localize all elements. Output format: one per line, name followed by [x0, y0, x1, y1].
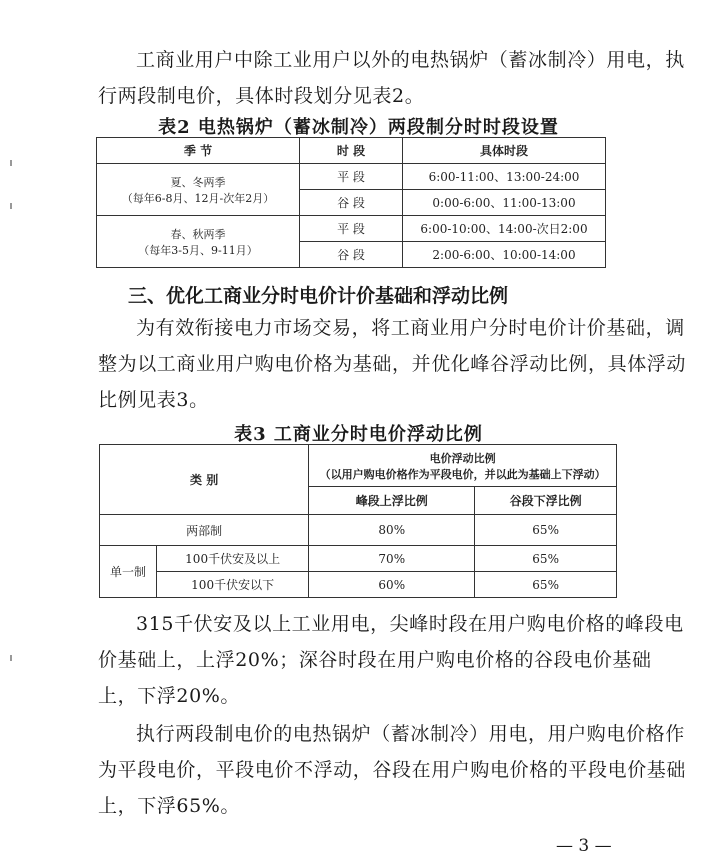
table2-period: 平 段 [300, 164, 403, 190]
table3-valley-value: 65% [475, 546, 617, 572]
page-number: — 3 — [556, 836, 612, 856]
table2-time-range: 6:00-11:00、13:00-24:00 [403, 164, 606, 190]
table2-period: 谷 段 [300, 190, 403, 216]
scan-mark [10, 655, 12, 661]
table3-peak-value: 80% [309, 515, 475, 546]
paragraph-2: 为有效衔接电力市场交易，将工商业用户分时电价计价基础，调整为以工商业用户购电价格为基础，并优化峰谷浮动比例，具体浮动比例见表3。 [98, 317, 687, 411]
table2-period: 谷 段 [300, 242, 403, 268]
table2-season-cell [97, 164, 300, 216]
table3-peak-value: 60% [309, 572, 475, 598]
table2-season-cell [97, 216, 300, 268]
paragraph-3: 315千伏安及以上工业用电，尖峰时段在用户购电价格的峰段电价基础上，上浮20%；深谷时段在用户购电价格的谷段电价基础上，下浮20%。 [98, 613, 684, 707]
table3-header-main-title: 电价浮动比例 [429, 451, 496, 465]
table2-season-months: （每年3-5月、9-11月） [138, 243, 258, 257]
table3-header-valley: 谷段下浮比例 [475, 487, 617, 515]
table2-header-period: 时 段 [300, 138, 403, 164]
table3-row-label: 100千伏安以下 [157, 572, 309, 598]
table2-season-months: （每年6-8月、12月-次年2月） [121, 191, 275, 205]
table3-caption: 表3 工商业分时电价浮动比例 [234, 424, 483, 445]
table3-header-main [309, 445, 617, 487]
table2-caption: 表2 电热锅炉（蓄冰制冷）两段制分时时段设置 [158, 117, 559, 138]
table3-row-label: 两部制 [100, 515, 309, 546]
section-heading: 三、优化工商业分时电价计价基础和浮动比例 [128, 285, 509, 307]
table3 [99, 444, 617, 598]
table3-group-label: 单一制 [100, 546, 157, 598]
table2 [96, 137, 606, 268]
table2-header-season: 季 节 [97, 138, 300, 164]
table2-time-range: 6:00-10:00、14:00-次日2:00 [403, 216, 606, 242]
table3-valley-value: 65% [475, 515, 617, 546]
table3-peak-value: 70% [309, 546, 475, 572]
table2-time-range: 0:00-6:00、11:00-13:00 [403, 190, 606, 216]
table2-header-time: 具体时段 [403, 138, 606, 164]
paragraph-1: 工商业用户中除工业用户以外的电热锅炉（蓄冰制冷）用电，执行两段制电价，具体时段划分见表2。 [98, 49, 685, 107]
table2-season-name: 春、秋两季 [170, 227, 226, 241]
scan-mark [10, 203, 12, 209]
table3-header-main-note: （以用户购电价格作为平段电价，并以此为基础上下浮动） [319, 467, 606, 481]
table3-header-category: 类 别 [100, 445, 309, 515]
scan-mark [10, 160, 12, 166]
table3-row-label: 100千伏安及以上 [157, 546, 309, 572]
table3-valley-value: 65% [475, 572, 617, 598]
table3-header-peak: 峰段上浮比例 [309, 487, 475, 515]
paragraph-4: 执行两段制电价的电热锅炉（蓄冰制冷）用电，用户购电价格作为平段电价，平段电价不浮动，谷段在用户购电价格的平段电价基础上，下浮65%。 [98, 723, 687, 817]
table2-season-name: 夏、冬两季 [170, 175, 226, 189]
table2-time-range: 2:00-6:00、10:00-14:00 [403, 242, 606, 268]
table2-period: 平 段 [300, 216, 403, 242]
